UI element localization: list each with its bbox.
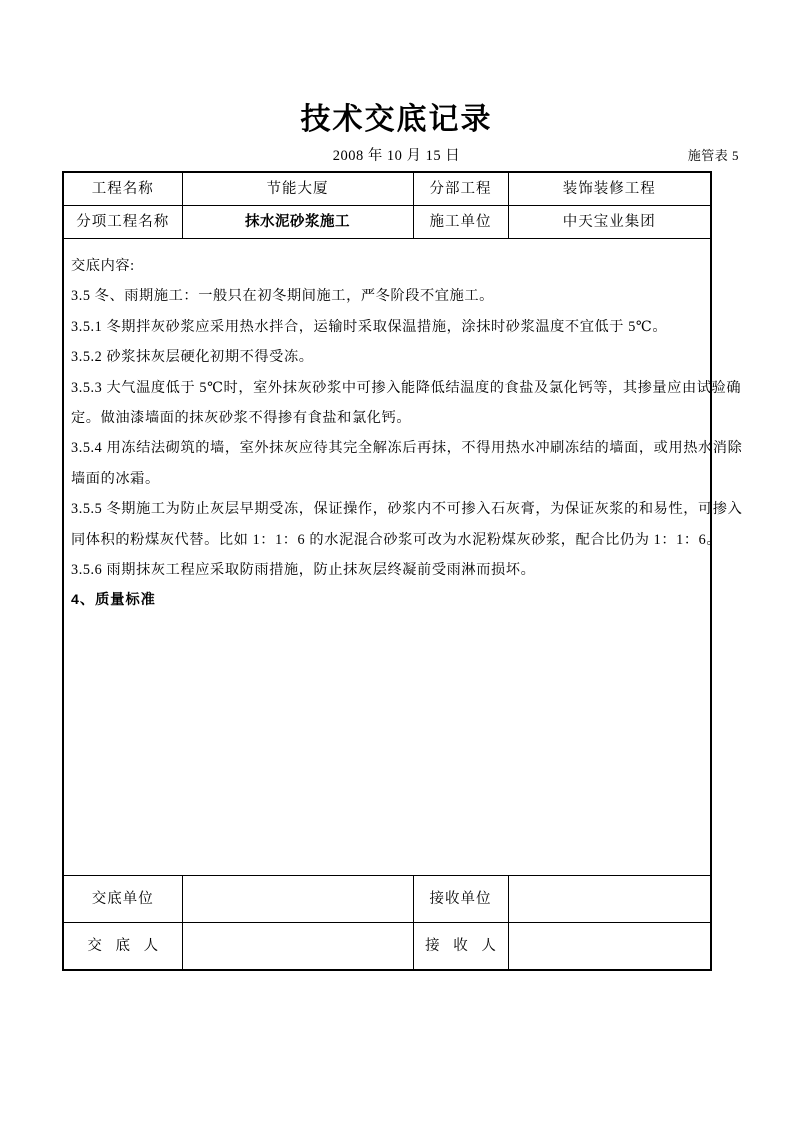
table-row-issuing-person: [63, 923, 711, 971]
value-division-works[interactable]: 装饰装修工程: [508, 172, 711, 206]
label-receiving-unit: 接收单位: [413, 876, 508, 923]
label-division-works: 分部工程: [413, 172, 508, 206]
value-subitem-name[interactable]: 抹水泥砂浆施工: [182, 206, 413, 239]
value-issuing-unit[interactable]: [182, 876, 413, 923]
label-receiving-person: 接 收 人: [413, 923, 508, 971]
label-issuing-person: 交 底 人: [63, 923, 182, 971]
disclosure-content-body: [64, 243, 743, 871]
value-receiving-person[interactable]: [508, 923, 711, 971]
label-subitem-name: 分项工程名称: [63, 206, 182, 239]
disclosure-content-cell[interactable]: [63, 239, 743, 876]
form-code-label: 施管表 5: [687, 148, 739, 163]
content-section-heading: 4、质量标准: [71, 592, 156, 609]
content-heading: 交底内容:: [71, 258, 135, 274]
label-issuing-unit: 交底单位: [63, 876, 182, 923]
value-construction-unit[interactable]: 中天宝业集团: [508, 206, 711, 239]
content-line: 3.5.1 冬期拌灰砂浆应采用热水拌合，运输时采取保温措施，涂抹时砂浆温度不宜低于 5℃。: [71, 318, 668, 335]
value-receiving-unit[interactable]: [508, 876, 711, 923]
value-project-name[interactable]: 节能大厦: [182, 172, 413, 206]
value-issuing-person[interactable]: [182, 923, 413, 971]
content-line: 3.5.2 砂浆抹灰层硬化初期不得受冻。: [71, 349, 314, 366]
content-line: 同体积的粉煤灰代替。比如 1：1：6 的水泥混合砂浆可改为水泥粉煤灰砂浆，配合比仍为 1：1：6。: [71, 531, 722, 548]
page-title: 技术交底记录: [300, 103, 493, 136]
table-row-issuing-unit: [63, 876, 711, 923]
table-row-project-name: [63, 172, 711, 206]
content-line: 3.5.4 用冻结法砌筑的墙，室外抹灰应待其完全解冻后再抹，不得用热水冲刷冻结的墙面，或用热水消除: [71, 440, 743, 457]
content-line: 墙面的冰霜。: [71, 470, 160, 487]
content-line: 3.5.5 冬期施工为防止灰层早期受冻，保证操作，砂浆内不可掺入石灰膏，为保证灰浆的和易性，可掺入: [71, 501, 743, 518]
technical-disclosure-table: [62, 171, 743, 971]
table-row-content: [63, 239, 711, 876]
label-construction-unit: 施工单位: [413, 206, 508, 239]
content-line: 3.5 冬、雨期施工：一般只在初冬期间施工，严冬阶段不宜施工。: [71, 288, 494, 305]
label-project-name: 工程名称: [63, 172, 182, 206]
content-line: 3.5.3 大气温度低于 5℃时，室外抹灰砂浆中可掺入能降低结温度的食盐及氯化钙等，其掺量应由试验确: [71, 379, 742, 396]
table-row-subitem-name: [63, 206, 711, 239]
content-line: 3.5.6 雨期抹灰工程应采取防雨措施，防止抹灰层终凝前受雨淋而损坏。: [71, 562, 536, 579]
content-line: 定。做油漆墙面的抹灰砂浆不得掺有食盐和氯化钙。: [71, 410, 412, 427]
document-date: 2008 年 10 月 15 日: [332, 148, 461, 164]
